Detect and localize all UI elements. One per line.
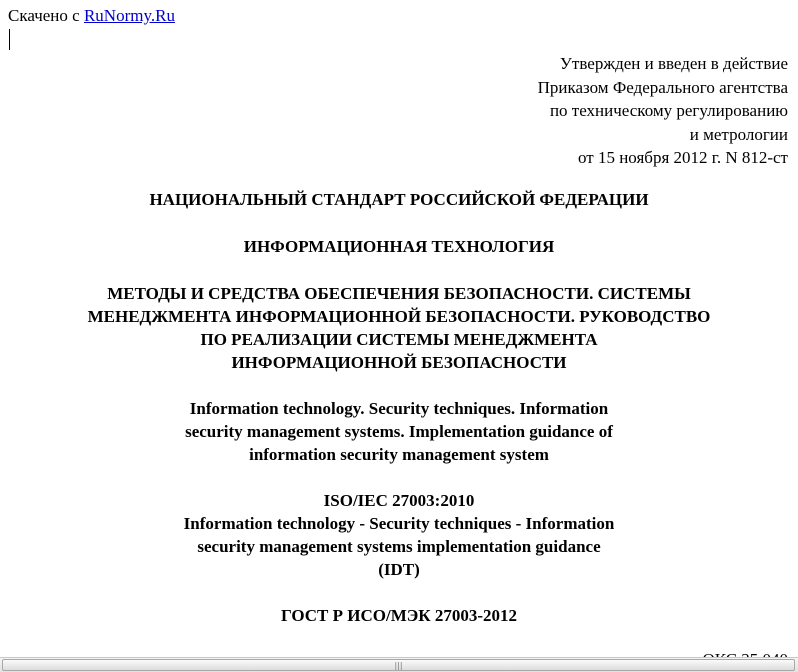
scrollbar-thumb[interactable] [2, 659, 795, 671]
horizontal-scrollbar[interactable] [0, 657, 798, 672]
iso-title-line: Information technology - Security techniques - Information [183, 514, 615, 533]
english-title-line: security management systems. Implementation guidance of [185, 422, 613, 441]
iso-code: ISO/IEC 27003:2010 [323, 491, 475, 510]
russian-title-line: МЕТОДЫ И СРЕДСТВА ОБЕСПЕЧЕНИЯ БЕЗОПАСНОСТИ. СИСТЕМЫ [107, 284, 691, 303]
gost-heading [0, 604, 798, 627]
info-tech-text: ИНФОРМАЦИОННАЯ ТЕХНОЛОГИЯ [243, 237, 555, 256]
iso-reference [0, 489, 798, 581]
grip-icon: ||| [394, 661, 403, 670]
download-prefix: Скачено с [8, 6, 80, 25]
approval-line: и метрологии [689, 124, 788, 144]
approval-line: по техническому регулированию [549, 101, 788, 120]
iso-title-line: (IDT) [378, 560, 420, 579]
russian-title-line: ИНФОРМАЦИОННОЙ БЕЗОПАСНОСТИ [231, 353, 567, 372]
national-standard-heading [0, 188, 798, 211]
national-standard-text: НАЦИОНАЛЬНЫЙ СТАНДАРТ РОССИЙСКОЙ ФЕДЕРАЦИИ [149, 190, 649, 209]
download-source-line [8, 6, 175, 26]
russian-title [0, 282, 798, 374]
approval-line: от 15 ноября 2012 г. N 812-ст [578, 148, 788, 167]
approval-line: Утвержден и введен в действие [559, 54, 788, 73]
approval-block [538, 52, 788, 170]
english-title-line: information security management system [249, 445, 549, 464]
iso-title-line: security management systems implementation guidance [197, 537, 601, 556]
runormy-link[interactable]: RuNormy.Ru [83, 6, 175, 25]
russian-title-line: МЕНЕДЖМЕНТА ИНФОРМАЦИОННОЙ БЕЗОПАСНОСТИ. РУКОВОДСТВО [87, 307, 711, 326]
english-title [0, 397, 798, 466]
gost-code: ГОСТ Р ИСО/МЭК 27003-2012 [280, 606, 518, 625]
info-tech-heading [0, 235, 798, 258]
english-title-line: Information technology. Security techniques. Information [189, 399, 609, 418]
text-cursor [9, 29, 10, 50]
approval-line: Приказом Федерального агентства [537, 77, 788, 97]
russian-title-line: ПО РЕАЛИЗАЦИИ СИСТЕМЫ МЕНЕДЖМЕНТА [200, 330, 598, 349]
